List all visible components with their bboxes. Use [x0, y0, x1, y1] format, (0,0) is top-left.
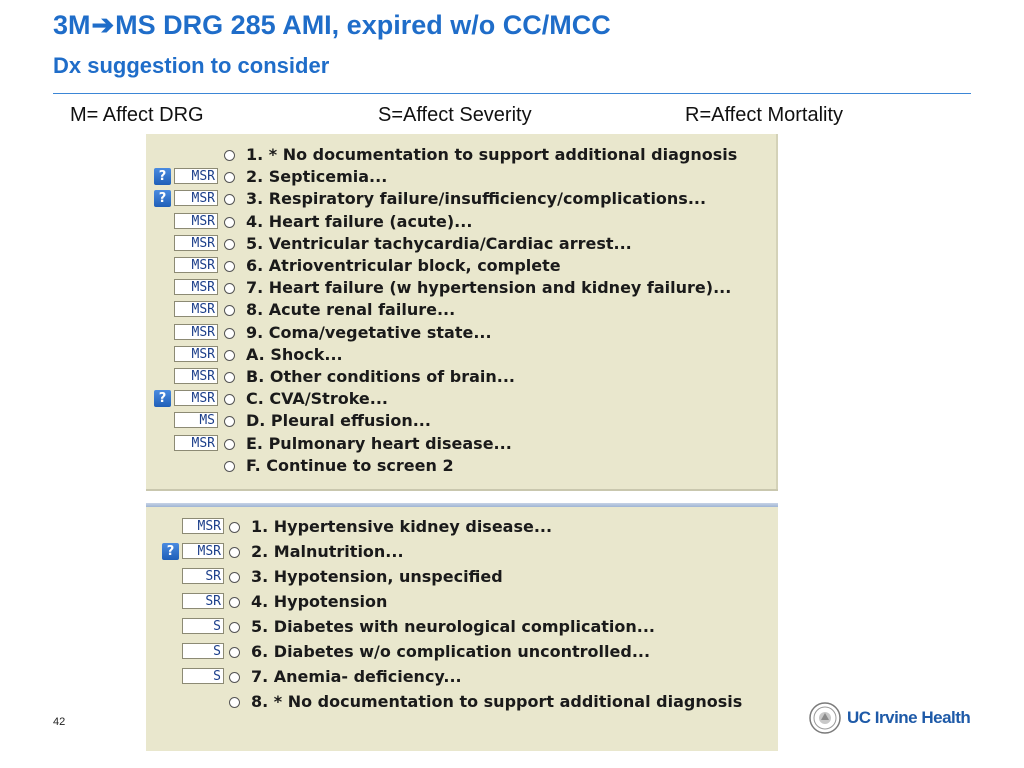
dx-option-label[interactable]: 7. Anemia- deficiency... [251, 667, 462, 686]
radio-button[interactable] [224, 439, 235, 450]
dx-option-label[interactable]: D. Pleural effusion... [246, 411, 431, 431]
radio-button[interactable] [224, 150, 235, 161]
legend-m: M= Affect DRG [70, 104, 204, 126]
impact-badge: MSR [174, 346, 218, 362]
dx-option-label[interactable]: 5. Diabetes with neurological complication... [251, 617, 655, 636]
title-divider [53, 93, 971, 94]
title-suffix: MS DRG 285 AMI, expired w/o CC/MCC [115, 10, 611, 40]
radio-button[interactable] [224, 172, 235, 183]
radio-button[interactable] [224, 239, 235, 250]
dx-option-label[interactable]: 4. Heart failure (acute)... [246, 211, 473, 231]
radio-button[interactable] [229, 572, 240, 583]
impact-badge: S [182, 618, 224, 634]
dx-option-row[interactable] [146, 691, 778, 713]
radio-button[interactable] [224, 194, 235, 205]
radio-button[interactable] [224, 416, 235, 427]
dx-option-row[interactable] [146, 410, 778, 432]
dx-option-row[interactable] [146, 277, 778, 299]
impact-badge: MSR [174, 435, 218, 451]
dx-option-row[interactable] [146, 591, 778, 613]
help-icon[interactable]: ? [162, 543, 179, 560]
dx-option-label[interactable]: E. Pulmonary heart disease... [246, 433, 512, 453]
slide-subtitle: Dx suggestion to consider [53, 53, 330, 78]
dx-option-label[interactable]: 8. * No documentation to support additional diagnosis [251, 692, 743, 711]
radio-button[interactable] [229, 597, 240, 608]
help-icon[interactable]: ? [154, 390, 171, 407]
dx-screen-2 [146, 503, 778, 751]
impact-badge: S [182, 643, 224, 659]
dx-option-row[interactable] [146, 211, 778, 233]
dx-option-label[interactable]: 5. Ventricular tachycardia/Cardiac arrest... [246, 233, 632, 253]
radio-button[interactable] [224, 305, 235, 316]
impact-badge: MSR [174, 235, 218, 251]
dx-option-row[interactable] [146, 166, 778, 188]
dx-option-label[interactable]: 3. Respiratory failure/insufficiency/complications... [246, 189, 707, 209]
dx-option-row[interactable] [146, 144, 778, 166]
page-number: 42 [53, 716, 66, 728]
radio-button[interactable] [229, 697, 240, 708]
radio-button[interactable] [224, 217, 235, 228]
dx-option-label[interactable]: 6. Atrioventricular block, complete [246, 256, 561, 275]
dx-option-row[interactable] [146, 322, 778, 344]
dx-option-row[interactable] [146, 566, 778, 588]
impact-badge: MSR [174, 213, 218, 229]
radio-button[interactable] [229, 672, 240, 683]
dx-option-label[interactable]: 9. Coma/vegetative state... [246, 322, 492, 342]
radio-button[interactable] [224, 350, 235, 361]
radio-button[interactable] [229, 547, 240, 558]
dx-option-row[interactable] [146, 641, 778, 663]
impact-badge: MSR [174, 257, 218, 273]
dx-option-label[interactable]: B. Other conditions of brain... [246, 367, 515, 386]
impact-badge: SR [182, 568, 224, 584]
impact-badge: MSR [182, 518, 224, 534]
dx-option-label[interactable]: 1. Hypertensive kidney disease... [251, 517, 553, 536]
impact-badge: MSR [174, 168, 218, 184]
radio-button[interactable] [224, 261, 235, 272]
dx-option-row[interactable] [146, 188, 778, 210]
radio-button[interactable] [224, 372, 235, 383]
dx-screen-1 [146, 134, 778, 489]
slide-title [53, 10, 611, 41]
impact-badge: MSR [174, 324, 218, 340]
dx-option-label[interactable]: 7. Heart failure (w hypertension and kidney failure)... [246, 278, 732, 298]
impact-badge: S [182, 668, 224, 684]
university-seal-icon [809, 702, 841, 734]
title-prefix: 3M [53, 10, 91, 40]
radio-button[interactable] [224, 283, 235, 294]
dx-option-row[interactable] [146, 366, 778, 388]
dx-option-row[interactable] [146, 344, 778, 366]
impact-badge: MSR [174, 279, 218, 295]
dx-option-label[interactable]: 6. Diabetes w/o complication uncontrolled... [251, 642, 651, 661]
impact-badge: MSR [174, 390, 218, 406]
dx-option-row[interactable] [146, 455, 778, 477]
radio-button[interactable] [229, 622, 240, 633]
impact-badge: SR [182, 593, 224, 609]
dx-option-row[interactable] [146, 299, 778, 321]
dx-option-label[interactable]: A. Shock... [246, 344, 343, 364]
dx-option-row[interactable] [146, 541, 778, 563]
legend-s: S=Affect Severity [378, 104, 532, 126]
logo-name: UC Irvine Health [847, 708, 971, 727]
dx-option-row[interactable] [146, 255, 778, 277]
help-icon[interactable]: ? [154, 168, 171, 185]
help-icon[interactable]: ? [154, 190, 171, 207]
arrow-right-icon: ➔ [91, 10, 115, 40]
panel-bottom-edge [146, 489, 778, 491]
radio-button[interactable] [224, 394, 235, 405]
dx-option-row[interactable] [146, 233, 778, 255]
impact-badge: MSR [182, 543, 224, 559]
dx-option-label[interactable]: 8. Acute renal failure... [246, 300, 456, 320]
dx-option-label[interactable]: F. Continue to screen 2 [246, 455, 454, 475]
window-title-strip [146, 503, 778, 507]
dx-option-label[interactable]: 4. Hypotension [251, 592, 388, 611]
dx-option-row[interactable] [146, 388, 778, 410]
dx-option-row[interactable] [146, 666, 778, 688]
radio-button[interactable] [229, 647, 240, 658]
impact-badge: MS [174, 412, 218, 428]
legend-r: R=Affect Mortality [685, 104, 844, 126]
dx-option-label[interactable]: C. CVA/Stroke... [246, 389, 389, 409]
dx-option-label[interactable]: 3. Hypotension, unspecified [251, 567, 503, 586]
dx-option-label[interactable]: 2. Septicemia... [246, 167, 388, 187]
impact-badge: MSR [174, 301, 218, 317]
dx-option-label[interactable]: 2. Malnutrition... [251, 542, 404, 561]
dx-option-row[interactable] [146, 616, 778, 638]
impact-badge: MSR [174, 368, 218, 384]
radio-button[interactable] [224, 328, 235, 339]
radio-button[interactable] [224, 461, 235, 472]
dx-option-row[interactable] [146, 516, 778, 538]
impact-badge: MSR [174, 190, 218, 206]
dx-option-label[interactable]: 1. * No documentation to support additional diagnosis [246, 145, 738, 164]
radio-button[interactable] [229, 522, 240, 533]
dx-option-row[interactable] [146, 433, 778, 455]
